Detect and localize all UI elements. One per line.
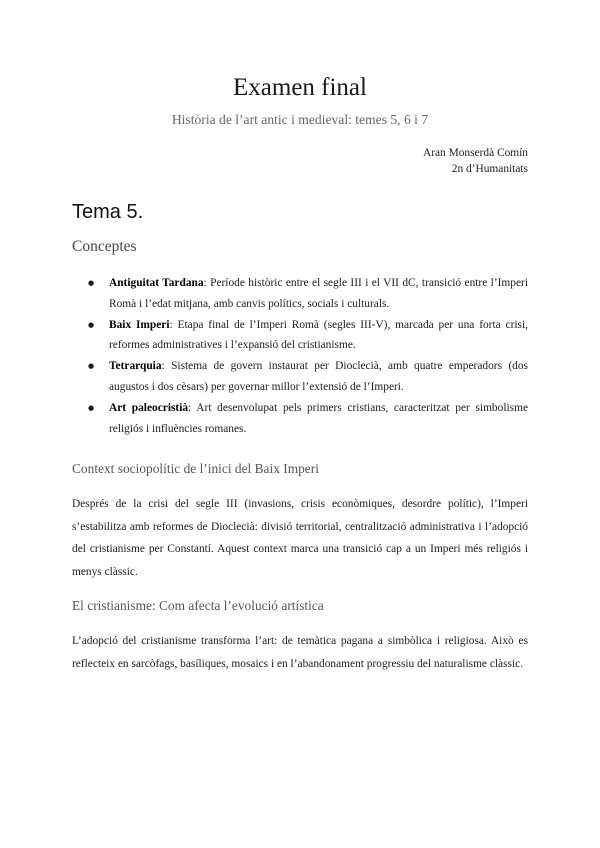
document-subtitle: Història de l’art antic i medieval: temes 5, 6 i 7 bbox=[171, 112, 429, 127]
christianity-heading: El cristianisme: Com afecta l’evolució artística bbox=[72, 598, 324, 613]
concept-definition: : Etapa final de l’Imperi Romà (segles III-V), marcada per una forta crisi, reformes administratives i l’expansió del cristianisme. bbox=[109, 318, 528, 352]
section-heading: Tema 5. bbox=[72, 201, 144, 223]
concept-term: Antiguitat Tardana bbox=[109, 277, 204, 289]
concepts-heading: Conceptes bbox=[72, 238, 137, 255]
concept-term: Tetrarquia bbox=[109, 360, 162, 373]
author-name: Aran Monserdà Comín bbox=[422, 147, 528, 159]
concept-definition: : Període històric entre el segle III i el VII dC, transició entre l’Imperi Romà i l’edat mitjana, amb canvis polítics, socials i culturals. bbox=[109, 277, 528, 310]
concept-term: Art paleocristià bbox=[109, 401, 189, 414]
concepts-list bbox=[72, 273, 528, 439]
concept-definition: : Art desenvolupat pels primers cristians, caracteritzat per simbolisme religiós i influències romanes. bbox=[109, 401, 529, 435]
author-block bbox=[423, 145, 528, 177]
concept-item bbox=[72, 356, 528, 398]
document-title: Examen final bbox=[233, 74, 367, 101]
concept-item bbox=[72, 273, 528, 315]
concept-item bbox=[72, 315, 528, 357]
context-heading: Context sociopolític de l’inici del Baix Imperi bbox=[72, 461, 319, 476]
concept-item bbox=[72, 398, 528, 440]
concept-term: Baix Imperi bbox=[109, 318, 170, 331]
context-paragraph: Després de la crisi del segle III (invasions, crisis econòmiques, desordre polític), l’Imperi s’estabilitza amb reformes de Dioclecià: divisió territorial, centralització administrativa i l’adopció del cristianisme per Constantí. Aquest context marca una transició cap a un Imperi més religiós i menys clàssic. bbox=[72, 498, 528, 578]
christianity-paragraph: L’adopció del cristianisme transforma l’art: de temàtica pagana a simbòlica i religiosa. Això es reflecteix en sarcòfags, basíliques, mosaics i en l’abandonament progressiu del naturalisme clàssic. bbox=[72, 635, 528, 670]
author-course: 2n d’Humanitats bbox=[451, 163, 528, 175]
concept-definition: : Sistema de govern instaurat per Dioclecià, amb quatre emperadors (dos augustos i dos cèsars) per governar millor l’extensió de l’Imperi. bbox=[109, 360, 528, 393]
